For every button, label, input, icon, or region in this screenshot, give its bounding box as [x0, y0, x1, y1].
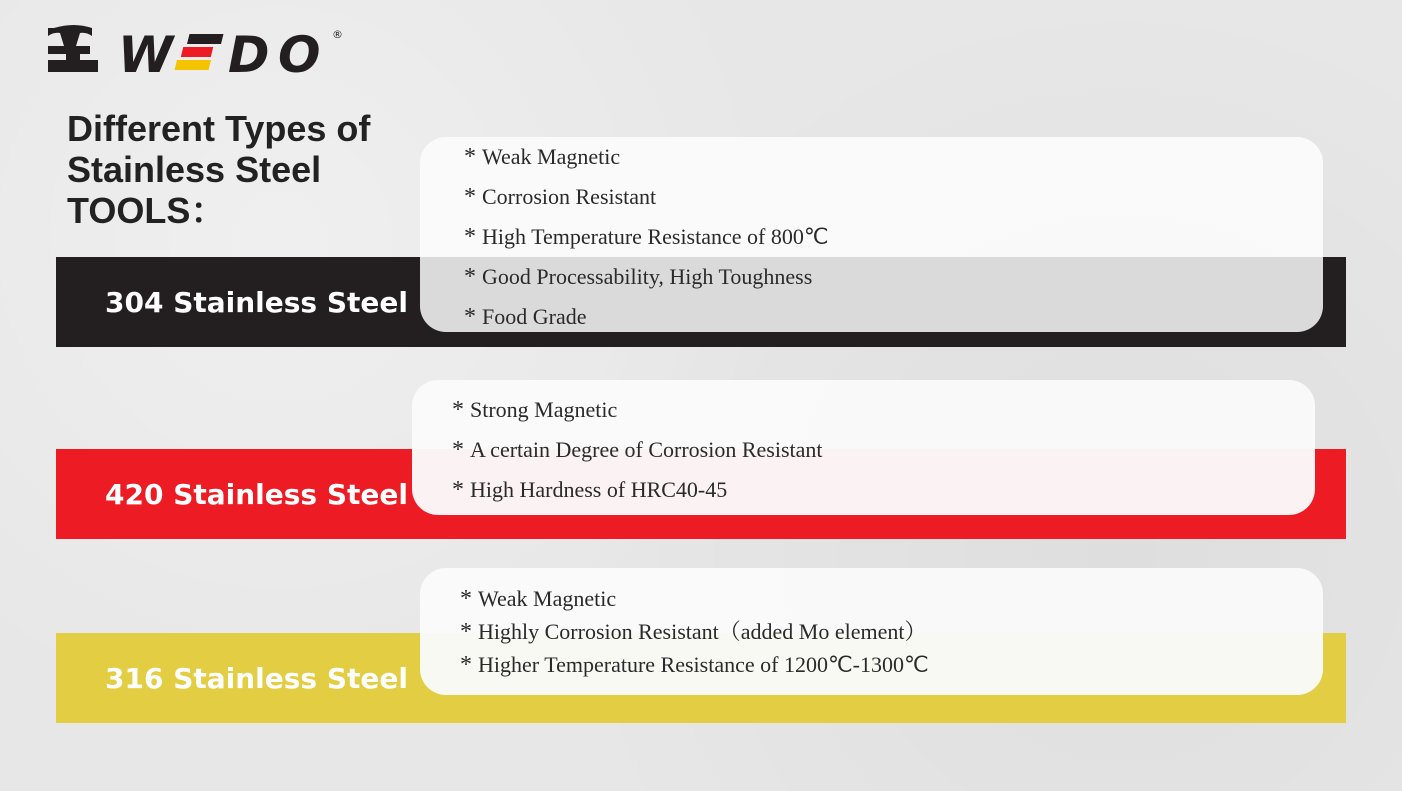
feature-list-316: [420, 568, 1323, 684]
bullet-star-icon: *: [464, 184, 476, 210]
feature-item: * Highly Corrosion Resistant（added Mo element）: [460, 619, 927, 645]
bullet-star-icon: *: [460, 619, 472, 645]
page-title-line-2: Stainless Steel: [67, 149, 322, 190]
band-420-label: 420 Stainless Steel: [105, 477, 408, 511]
feature-item: * High Temperature Resistance of 800℃: [464, 224, 829, 250]
logo-letter-e-flag: [175, 34, 224, 70]
bullet-star-icon: *: [464, 144, 476, 170]
page-title: [67, 108, 427, 231]
bullet-star-icon: *: [460, 586, 472, 612]
logo-letter-d: D: [228, 26, 270, 78]
feature-item: * Higher Temperature Resistance of 1200℃-1300℃: [460, 652, 929, 678]
feature-card-420: [412, 380, 1315, 515]
feature-card-304: [420, 137, 1323, 332]
feature-card-316: [420, 568, 1323, 695]
feature-item: * Good Processability, High Toughness: [464, 264, 813, 290]
bullet-star-icon: *: [464, 224, 476, 250]
bullet-star-icon: *: [452, 397, 464, 423]
logo-letter-o: O: [278, 26, 321, 78]
bullet-star-icon: *: [464, 304, 476, 330]
band-316-label: 316 Stainless Steel: [105, 661, 408, 695]
wedo-emblem-icon: [48, 25, 98, 72]
bullet-star-icon: *: [452, 477, 464, 503]
band-304-label: 304 Stainless Steel: [105, 285, 408, 319]
registered-mark: ®: [332, 28, 343, 41]
bullet-star-icon: *: [452, 437, 464, 463]
feature-item: * Weak Magnetic: [464, 144, 621, 170]
page-title-line-3: TOOLS：: [67, 190, 227, 231]
feature-item: * High Hardness of HRC40-45: [452, 477, 728, 503]
feature-item: * Corrosion Resistant: [464, 184, 657, 210]
feature-item: * Food Grade: [464, 304, 587, 330]
page-title-line-1: Different Types of: [67, 108, 371, 149]
feature-item: * Weak Magnetic: [460, 586, 617, 612]
logo-letter-w: W: [118, 26, 174, 78]
bullet-star-icon: *: [460, 652, 472, 678]
feature-list-420: [412, 380, 1315, 516]
wedo-logo: [46, 24, 346, 78]
feature-list-304: [420, 137, 1323, 343]
bullet-star-icon: *: [464, 264, 476, 290]
feature-item: * Strong Magnetic: [452, 397, 618, 423]
feature-item: * A certain Degree of Corrosion Resistant: [452, 437, 823, 463]
